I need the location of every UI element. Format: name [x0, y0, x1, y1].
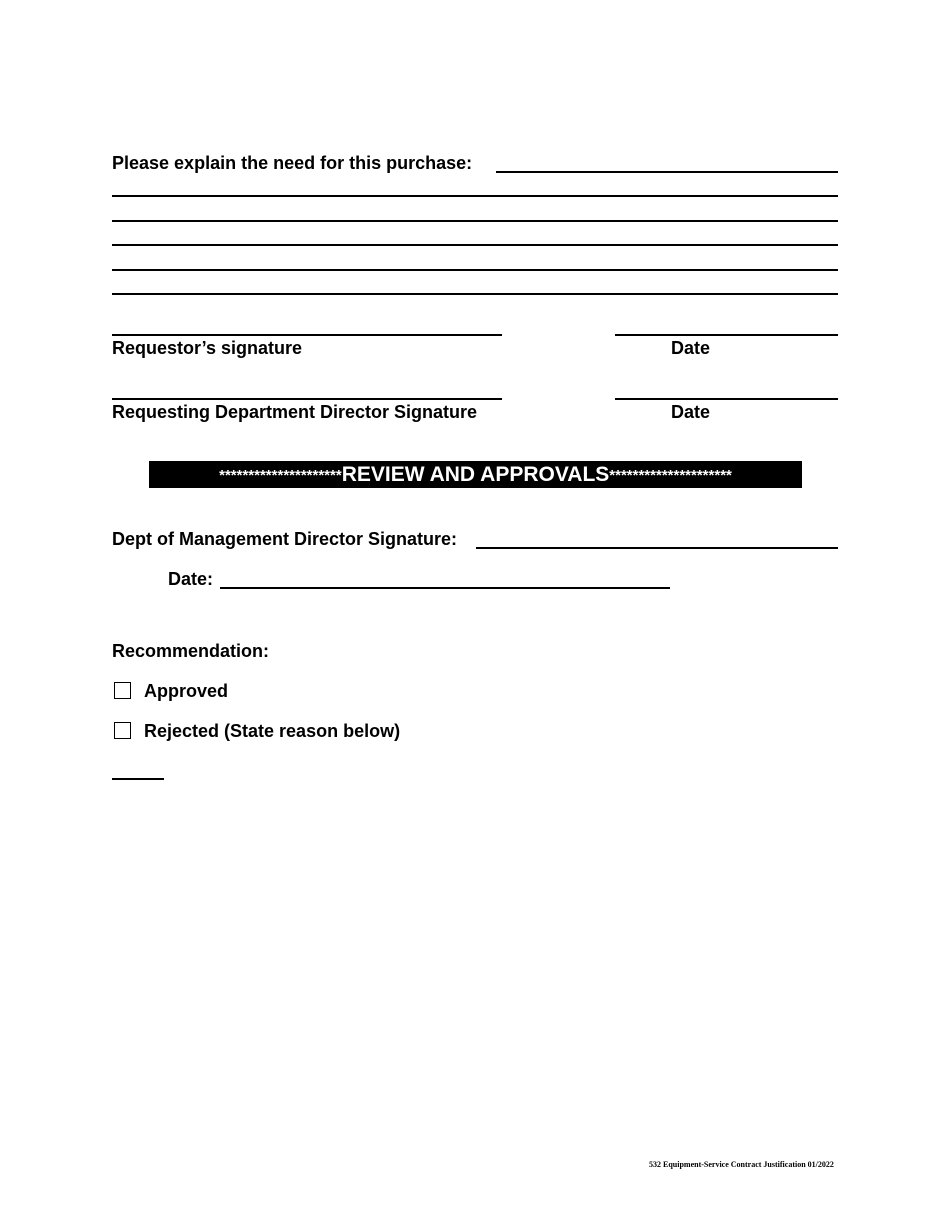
explain-need-line[interactable]	[112, 220, 838, 222]
explain-need-label: Please explain the need for this purchase:	[112, 153, 473, 173]
director-signature-label: Requesting Department Director Signature	[112, 402, 478, 422]
rejected-checkbox[interactable]	[114, 722, 131, 739]
director-signature-line[interactable]	[112, 398, 502, 400]
requestor-signature-label: Requestor’s signature	[112, 338, 303, 358]
director-date-label: Date	[671, 402, 711, 422]
requestor-date-line[interactable]	[615, 334, 838, 336]
requestor-date-label: Date	[671, 338, 711, 358]
mgmt-date-line[interactable]	[220, 587, 670, 589]
banner-stars-right: *********************	[609, 467, 732, 484]
review-approvals-banner	[149, 461, 802, 488]
approved-label: Approved	[144, 681, 229, 701]
banner-title: REVIEW AND APPROVALS	[341, 463, 610, 486]
explain-need-line[interactable]	[112, 195, 838, 197]
director-date-line[interactable]	[615, 398, 838, 400]
explain-need-line[interactable]	[496, 171, 838, 173]
explain-need-line[interactable]	[112, 293, 838, 295]
mgmt-signature-line[interactable]	[476, 547, 838, 549]
recommendation-label: Recommendation:	[112, 641, 270, 661]
explain-need-line[interactable]	[112, 244, 838, 246]
mgmt-date-label: Date:	[168, 569, 214, 589]
mgmt-signature-label: Dept of Management Director Signature:	[112, 529, 458, 549]
banner-stars-left: *********************	[219, 467, 342, 484]
rejected-label: Rejected (State reason below)	[144, 721, 401, 741]
explain-need-line[interactable]	[112, 269, 838, 271]
form-footer: 532 Equipment-Service Contract Justification 01/2022	[649, 1160, 834, 1169]
rejection-reason-line[interactable]	[112, 778, 164, 780]
requestor-signature-line[interactable]	[112, 334, 502, 336]
approved-checkbox[interactable]	[114, 682, 131, 699]
